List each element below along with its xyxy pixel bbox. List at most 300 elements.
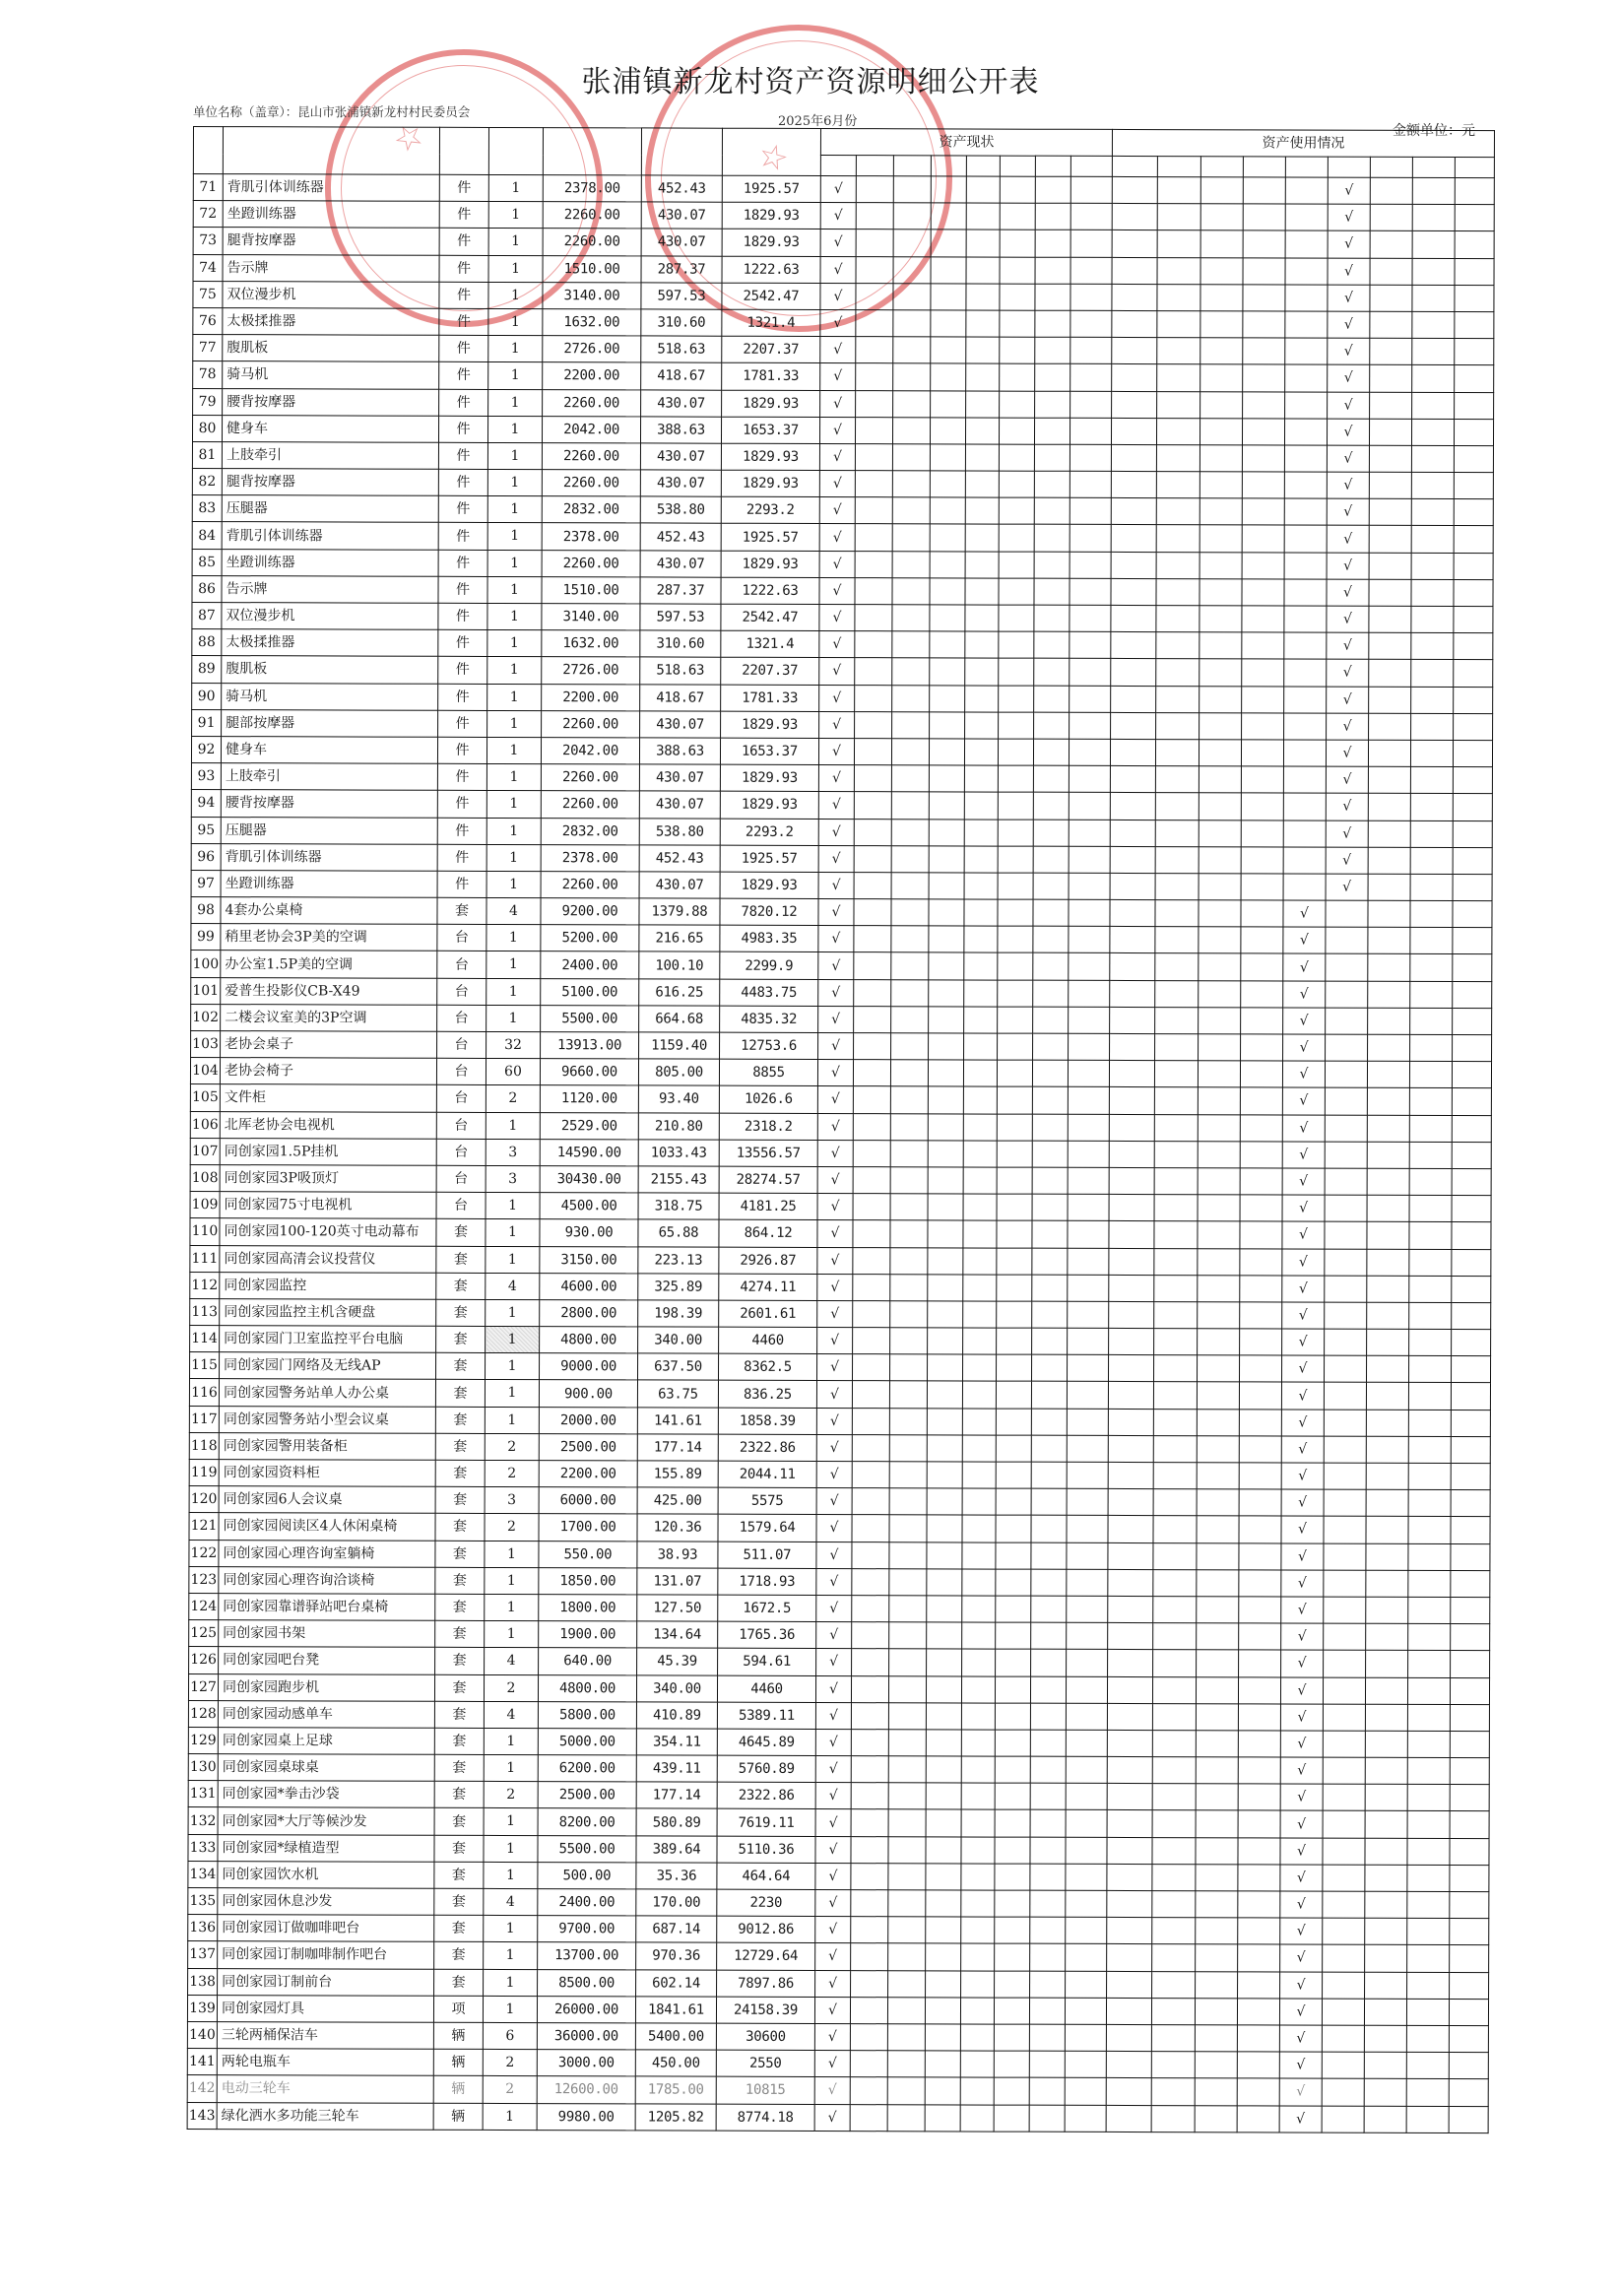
usage-cell: [1200, 686, 1242, 712]
usage-cell: [1368, 766, 1410, 793]
status-cell: [856, 230, 893, 256]
usage-cell: [1198, 1329, 1240, 1355]
usage-cell: [1410, 794, 1453, 820]
table-row: [192, 522, 1493, 553]
row-number: 90: [192, 683, 222, 709]
usage-cell: [1200, 445, 1242, 472]
header-cell-unit: [439, 127, 488, 174]
item-quantity: 2: [483, 2050, 537, 2076]
status-cell: [889, 1408, 927, 1434]
accumulated-depreciation: 100.10: [639, 951, 720, 978]
usage-check-mark: √: [1281, 1463, 1324, 1489]
usage-cell: [1237, 2078, 1279, 2105]
status-cell: [928, 1060, 963, 1086]
usage-cell: [1200, 606, 1242, 632]
usage-cell: [1240, 1061, 1282, 1087]
usage-cell: [1412, 205, 1455, 231]
accumulated-depreciation: 177.14: [636, 1782, 717, 1808]
item-quantity: 1: [486, 978, 541, 1005]
item-unit: 套: [436, 1273, 486, 1299]
item-name: 健身车: [221, 737, 437, 764]
item-quantity: 1: [485, 1621, 539, 1648]
usage-cell: [1157, 177, 1200, 204]
accumulated-depreciation: 1785.00: [635, 2076, 716, 2103]
usage-cell: [1409, 1088, 1452, 1115]
status-cell: [1067, 1622, 1108, 1649]
status-cell: [998, 739, 1033, 765]
table-row: [189, 1593, 1490, 1623]
accumulated-depreciation: 452.43: [639, 845, 720, 872]
item-quantity: 2: [483, 2076, 537, 2103]
status-cell: [888, 1864, 926, 1890]
item-unit: 件: [439, 362, 488, 389]
table-row: [188, 1754, 1489, 1785]
status-cell: [925, 2024, 960, 2051]
usage-cell: [1108, 1435, 1153, 1462]
usage-cell: [1411, 445, 1454, 472]
status-cell: [850, 2024, 887, 2051]
status-cell: [966, 363, 1000, 390]
item-name: 同创家园订制前台: [218, 1968, 434, 1996]
accumulated-depreciation: 450.00: [635, 2050, 716, 2076]
usage-check-mark: √: [1328, 204, 1370, 230]
status-cell: [962, 1488, 996, 1515]
status-cell: [964, 873, 998, 899]
status-cell: [1070, 659, 1111, 686]
usage-cell: [1285, 204, 1328, 230]
usage-cell: [1198, 1302, 1240, 1329]
status-cell: [1067, 1488, 1108, 1515]
row-number: 102: [191, 1004, 221, 1030]
status-cell: [853, 1113, 890, 1140]
accumulated-depreciation: 597.53: [641, 283, 722, 309]
usage-cell: [1323, 1891, 1365, 1918]
status-cell: [994, 2077, 1029, 2104]
usage-check-mark: √: [1327, 579, 1369, 606]
accumulated-depreciation: 287.37: [640, 577, 721, 604]
accumulated-depreciation: 430.07: [640, 470, 721, 496]
usage-cell: [1240, 1248, 1282, 1275]
usage-cell: [1239, 1436, 1281, 1463]
usage-cell: [1411, 579, 1454, 606]
status-cell: [1031, 1409, 1067, 1435]
usage-cell: [1451, 1597, 1490, 1623]
usage-cell: [1242, 606, 1284, 632]
usage-cell: [1365, 1704, 1407, 1731]
table-row: [192, 683, 1493, 713]
status-cell: [1066, 1837, 1107, 1864]
status-cell: [929, 846, 964, 873]
usage-check-mark: √: [1327, 632, 1369, 659]
status-cell: [855, 605, 892, 631]
item-name: 三轮两桶保洁车: [217, 2022, 433, 2050]
usage-cell: [1407, 1865, 1450, 1891]
status-check-mark: √: [818, 792, 854, 819]
table-row: [192, 469, 1493, 499]
usage-cell: [1408, 1490, 1451, 1517]
usage-check-mark: √: [1281, 1436, 1324, 1463]
usage-cell: [1156, 444, 1200, 471]
row-number: 101: [191, 977, 221, 1004]
status-cell: [965, 712, 999, 739]
status-cell: [1033, 846, 1069, 873]
usage-check-mark: √: [1328, 258, 1370, 285]
status-cell: [928, 1220, 963, 1247]
usage-cell: [1108, 1355, 1153, 1382]
usage-cell: [1370, 365, 1412, 392]
usage-cell: [1152, 1971, 1196, 1998]
status-cell: [1000, 203, 1035, 230]
accumulated-depreciation: 1841.61: [635, 1997, 716, 2023]
status-cell: [965, 497, 999, 524]
usage-cell: [1242, 525, 1284, 552]
table-row: [190, 1326, 1491, 1356]
accumulated-depreciation: 318.75: [638, 1193, 719, 1219]
accumulated-depreciation: 5400.00: [635, 2023, 716, 2050]
usage-cell: [1412, 392, 1455, 419]
status-cell: [888, 1702, 926, 1729]
item-quantity: 1: [487, 550, 542, 576]
usage-cell: [1195, 2105, 1237, 2132]
status-cell: [929, 926, 964, 952]
status-cell: [996, 1649, 1031, 1675]
status-cell: [964, 792, 998, 819]
item-quantity: 1: [486, 818, 541, 844]
accumulated-depreciation: 430.07: [640, 443, 721, 470]
table-row: [188, 1727, 1489, 1757]
usage-cell: [1411, 606, 1454, 632]
status-cell: [961, 1837, 995, 1864]
status-cell: [1070, 444, 1111, 471]
usage-cell: [1323, 1811, 1365, 1838]
usage-cell: [1369, 687, 1411, 713]
status-cell: [996, 1569, 1031, 1596]
status-cell: [963, 1220, 997, 1247]
usage-cell: [1324, 1410, 1366, 1436]
status-cell: [965, 444, 999, 471]
item-unit: 套: [436, 1353, 486, 1380]
table-row: [193, 228, 1494, 258]
status-cell: [1000, 176, 1035, 203]
status-check-mark: √: [819, 658, 855, 685]
status-cell: [962, 1381, 996, 1408]
status-cell: [889, 1462, 927, 1488]
status-cell: [851, 1917, 888, 1943]
original-value: 900.00: [539, 1380, 637, 1408]
status-cell: [1069, 765, 1110, 792]
status-check-mark: √: [815, 1943, 851, 1970]
row-number: 122: [189, 1540, 219, 1566]
row-number: 109: [190, 1192, 220, 1218]
table-row: [188, 1807, 1489, 1838]
status-cell: [1067, 1569, 1108, 1596]
usage-cell: [1238, 1918, 1280, 1944]
usage-cell: [1324, 1597, 1366, 1623]
original-value: 2260.00: [542, 442, 640, 470]
original-value: 2378.00: [542, 523, 640, 551]
status-cell: [1066, 1944, 1107, 1971]
status-cell: [963, 1301, 997, 1328]
usage-check-mark: √: [1280, 1944, 1323, 1971]
usage-cell: [1283, 766, 1326, 793]
usage-subheader: [1412, 157, 1455, 177]
status-check-mark: √: [816, 1622, 852, 1649]
net-value: 1829.93: [721, 443, 819, 471]
status-check-mark: √: [818, 819, 854, 845]
usage-check-mark: √: [1283, 1008, 1326, 1034]
item-quantity: 4: [486, 1273, 540, 1299]
status-cell: [963, 1114, 997, 1141]
usage-cell: [1452, 1168, 1491, 1195]
item-name: 同创家园警务站小型会议桌: [219, 1406, 435, 1433]
usage-cell: [1452, 1222, 1491, 1249]
status-cell: [963, 1141, 997, 1167]
usage-cell: [1111, 498, 1156, 525]
status-check-mark: √: [817, 1166, 853, 1193]
item-unit: 套: [435, 1541, 485, 1567]
table-row: [192, 549, 1493, 579]
usage-cell: [1325, 1115, 1367, 1142]
usage-cell: [1323, 1838, 1365, 1865]
status-check-mark: √: [816, 1381, 852, 1408]
status-cell: [851, 1890, 888, 1917]
status-cell: [1034, 686, 1070, 712]
net-value: 2322.86: [717, 1782, 815, 1809]
item-unit: 件: [437, 818, 486, 844]
accumulated-depreciation: 35.36: [636, 1863, 717, 1889]
usage-cell: [1407, 1704, 1450, 1731]
usage-cell: [1322, 2025, 1364, 2052]
item-name: 同创家园门网络及无线AP: [220, 1352, 436, 1380]
usage-cell: [1110, 739, 1155, 765]
usage-check-mark: √: [1283, 927, 1326, 953]
usage-cell: [1108, 1462, 1153, 1488]
usage-cell: [1367, 1302, 1409, 1329]
page-title: 张浦镇新龙村资产资源明细公开表: [581, 65, 1040, 99]
usage-cell: [1154, 1141, 1198, 1167]
status-cell: [893, 363, 931, 390]
status-cell: [998, 846, 1033, 873]
usage-cell: [1365, 1865, 1407, 1891]
status-cell: [855, 417, 892, 443]
status-cell: [996, 1542, 1031, 1569]
usage-cell: [1365, 1891, 1407, 1918]
usage-cell: [1112, 338, 1157, 364]
status-cell: [965, 605, 999, 631]
item-unit: 辆: [433, 2103, 483, 2130]
usage-cell: [1112, 364, 1157, 391]
usage-check-mark: √: [1282, 1061, 1325, 1087]
usage-check-mark: √: [1279, 2105, 1322, 2132]
status-check-mark: √: [818, 738, 854, 764]
status-cell: [856, 256, 893, 283]
table-row: [191, 763, 1492, 794]
table-row: [191, 736, 1492, 766]
usage-cell: [1156, 659, 1200, 686]
usage-cell: [1454, 713, 1493, 740]
usage-cell: [1242, 419, 1284, 445]
status-cell: [965, 524, 999, 551]
item-unit: 件: [438, 469, 487, 495]
status-cell: [928, 1141, 963, 1167]
item-quantity: 1: [484, 1808, 538, 1835]
status-subheader: [1000, 156, 1035, 176]
status-cell: [855, 631, 892, 658]
original-value: 930.00: [540, 1219, 638, 1247]
status-cell: [891, 952, 929, 979]
status-cell: [931, 337, 966, 363]
usage-cell: [1111, 686, 1156, 712]
usage-subheader: [1285, 157, 1328, 177]
usage-cell: [1241, 847, 1283, 874]
status-cell: [852, 1408, 889, 1434]
item-unit: 件: [439, 229, 488, 255]
usage-cell: [1197, 1569, 1239, 1596]
usage-cell: [1112, 310, 1157, 337]
status-cell: [1035, 391, 1070, 418]
original-value: 5000.00: [538, 1728, 636, 1755]
status-cell: [926, 1703, 961, 1730]
status-cell: [889, 1649, 927, 1675]
status-cell: [855, 551, 892, 577]
status-cell: [892, 417, 930, 443]
usage-cell: [1200, 525, 1242, 552]
usage-cell: [1106, 2052, 1151, 2078]
usage-cell: [1412, 258, 1455, 285]
usage-cell: [1411, 660, 1454, 687]
header-cell-qty: [488, 127, 543, 174]
status-cell: [1065, 1998, 1106, 2024]
usage-cell: [1283, 847, 1326, 874]
status-cell: [893, 337, 931, 363]
item-name: 双位漫步机: [223, 281, 439, 308]
status-cell: [996, 1488, 1031, 1515]
usage-cell: [1409, 1249, 1452, 1276]
usage-cell: [1412, 285, 1455, 311]
status-cell: [960, 1998, 994, 2024]
status-cell: [1066, 1756, 1107, 1783]
usage-cell: [1198, 1221, 1240, 1248]
status-cell: [890, 1328, 928, 1354]
original-value: 2800.00: [540, 1299, 638, 1327]
status-cell: [998, 899, 1033, 926]
original-value: 2832.00: [541, 818, 639, 845]
usage-cell: [1238, 1944, 1280, 1971]
item-unit: 件: [437, 844, 486, 871]
usage-cell: [1157, 284, 1200, 310]
row-number: 139: [187, 1995, 217, 2021]
original-value: 5800.00: [538, 1701, 636, 1729]
net-value: 2293.2: [720, 819, 818, 846]
status-cell: [996, 1596, 1031, 1622]
net-value: 1829.93: [722, 390, 820, 418]
original-value: 2200.00: [539, 1461, 637, 1488]
usage-cell: [1453, 874, 1492, 900]
item-quantity: 1: [486, 1299, 540, 1326]
status-cell: [1070, 391, 1112, 418]
row-number: 127: [188, 1673, 218, 1700]
usage-cell: [1408, 1436, 1451, 1463]
item-name: 同创家园桌球桌: [218, 1754, 434, 1782]
usage-cell: [1156, 712, 1200, 739]
usage-check-mark: √: [1327, 606, 1369, 632]
status-cell: [888, 1809, 926, 1836]
usage-cell: [1283, 820, 1326, 846]
accumulated-depreciation: 1205.82: [635, 2103, 716, 2130]
item-name: 太极揉推器: [222, 629, 438, 657]
status-cell: [1070, 418, 1111, 444]
net-value: 2542.47: [722, 283, 820, 310]
original-value: 4600.00: [540, 1273, 638, 1300]
usage-cell: [1242, 579, 1284, 606]
usage-cell: [1453, 847, 1492, 874]
usage-subheader: [1455, 158, 1494, 178]
accumulated-depreciation: 1159.40: [639, 1032, 720, 1059]
usage-cell: [1241, 980, 1283, 1007]
usage-cell: [1365, 1784, 1407, 1810]
usage-cell: [1197, 1382, 1239, 1409]
status-cell: [1033, 873, 1069, 899]
row-number: 130: [188, 1754, 218, 1781]
item-quantity: 1: [486, 1353, 540, 1380]
net-value: 1829.93: [722, 202, 820, 230]
original-value: 14590.00: [540, 1139, 638, 1166]
table-row: [192, 441, 1493, 472]
net-value: 1925.57: [721, 524, 819, 552]
usage-cell: [1412, 365, 1455, 392]
status-cell: [964, 765, 998, 792]
accumulated-depreciation: 518.63: [640, 657, 721, 684]
usage-cell: [1110, 927, 1155, 953]
status-cell: [994, 2024, 1029, 2051]
item-name: 老协会桌子: [221, 1031, 437, 1059]
usage-cell: [1368, 1008, 1410, 1034]
usage-cell: [1110, 793, 1155, 820]
item-name: 双位漫步机: [222, 603, 438, 630]
usage-cell: [1196, 1784, 1238, 1810]
usage-cell: [1151, 2025, 1195, 2052]
header-cell-depreciation: [641, 128, 722, 175]
usage-cell: [1156, 552, 1200, 578]
usage-cell: [1154, 1114, 1198, 1141]
usage-check-mark: √: [1327, 445, 1369, 472]
original-value: 2378.00: [541, 844, 639, 872]
usage-cell: [1154, 1195, 1198, 1221]
status-cell: [998, 792, 1033, 819]
report-period: 2025年6月份: [778, 114, 858, 129]
usage-cell: [1239, 1463, 1281, 1489]
status-cell: [1066, 1864, 1107, 1890]
status-cell: [1034, 497, 1070, 524]
usage-cell: [1284, 687, 1327, 713]
status-cell: [891, 739, 929, 765]
usage-cell: [1197, 1597, 1239, 1623]
usage-cell: [1455, 311, 1494, 338]
status-cell: [856, 176, 893, 203]
table-row: [191, 924, 1492, 954]
usage-cell: [1409, 1142, 1452, 1168]
status-cell: [996, 1515, 1031, 1542]
item-quantity: 2: [484, 1782, 538, 1808]
accumulated-depreciation: 418.67: [640, 684, 721, 710]
table-row: [188, 1968, 1489, 1999]
net-value: 4274.11: [719, 1274, 817, 1301]
status-cell: [851, 1836, 888, 1863]
status-check-mark: √: [815, 1863, 851, 1889]
item-name: 腿背按摩器: [222, 469, 438, 496]
status-cell: [890, 1274, 928, 1300]
row-number: 143: [187, 2102, 217, 2129]
